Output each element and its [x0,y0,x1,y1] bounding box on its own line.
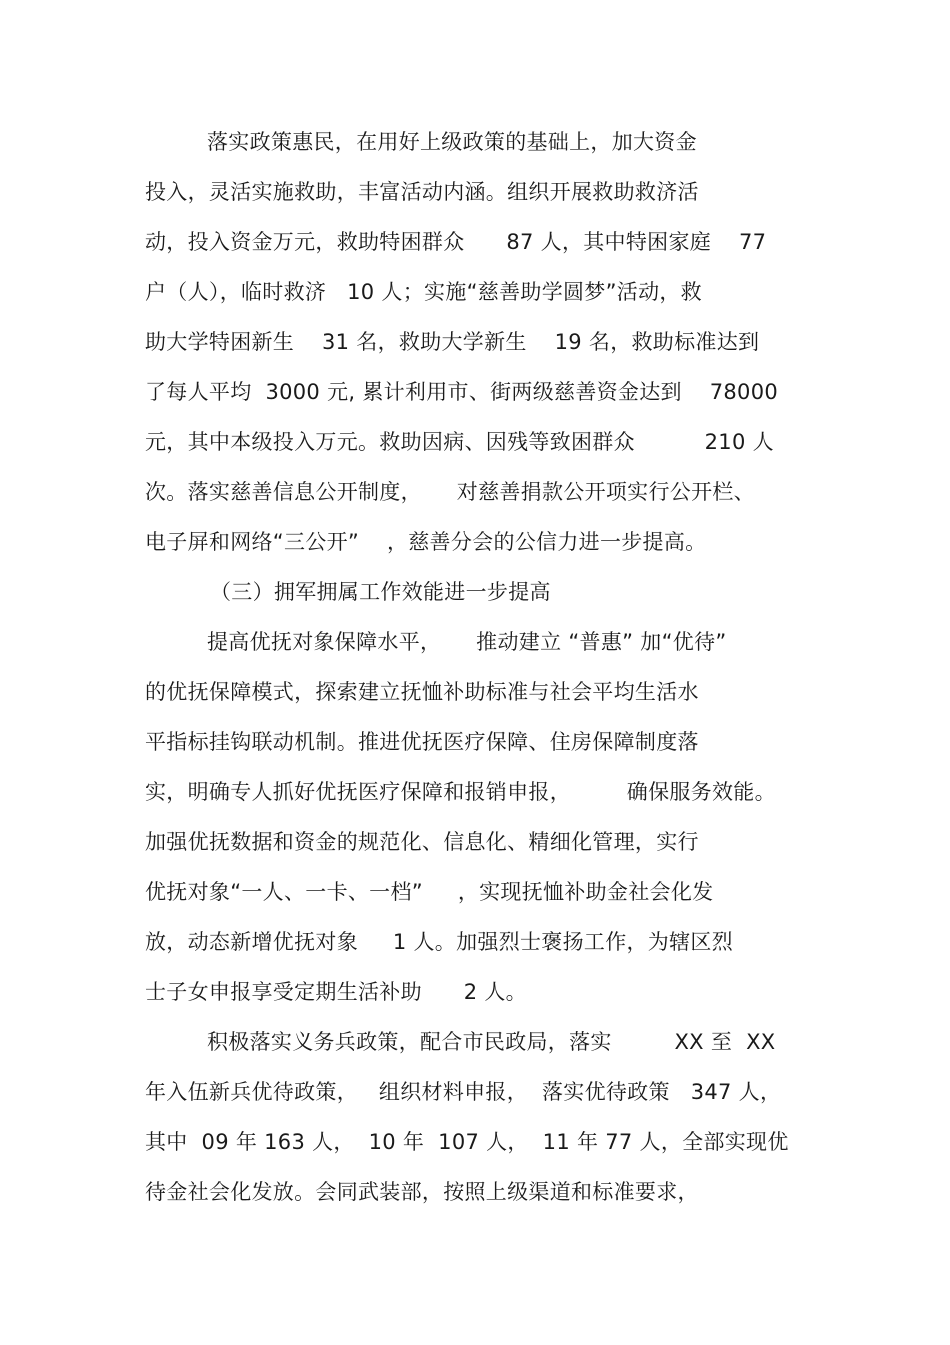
paragraph-line: 放，动态新增优抚对象 1 人。加强烈士褒扬工作，为辖区烈 [145,930,734,954]
section-heading: （三）拥军拥属工作效能进一步提高 [210,580,551,604]
paragraph-line: 实，明确专人抓好优抚医疗保障和报销申报， 确保服务效能。 [145,780,776,804]
paragraph-line: 待金社会化发放。会同武装部，按照上级渠道和标准要求， [145,1180,699,1204]
paragraph-line: 投入，灵活实施救助，丰富活动内涵。组织开展救助救济活 [145,180,699,204]
paragraph-line: 电子屏和网络“三公开” ，慈善分会的公信力进一步提高。 [145,530,707,554]
paragraph-line: 次。落实慈善信息公开制度， 对慈善捐款公开项实行公开栏、 [145,480,755,504]
paragraph-line: 其中 09 年 163 人， 10 年 107 人， 11 年 77 人，全部实现优 [145,1130,789,1154]
paragraph-line: 动，投入资金万元，救助特困群众 87 人，其中特困家庭 77 [145,230,767,254]
paragraph-line: 户（人），临时救济 10 人；实施“慈善助学圆梦”活动，救 [145,280,702,304]
paragraph-line: 助大学特困新生 31 名，救助大学新生 19 名，救助标准达到 [145,330,760,354]
paragraph-line: 平指标挂钩联动机制。推进优抚医疗保障、住房保障制度落 [145,730,699,754]
paragraph-line: 士子女申报享受定期生活补助 2 人。 [145,980,527,1004]
paragraph-line: 提高优抚对象保障水平， 推动建立 “普惠” 加“优待” [207,630,727,654]
paragraph-line: 的优抚保障模式，探索建立抚恤补助标准与社会平均生活水 [145,680,699,704]
paragraph-line: 元，其中本级投入万元。救助因病、因残等致困群众 210 人 [145,430,774,454]
paragraph-line: 了每人平均 3000 元, 累计利用市、街两级慈善资金达到 78000 [145,380,779,404]
paragraph-line: 落实政策惠民，在用好上级政策的基础上，加大资金 [207,130,697,154]
paragraph-line: 积极落实义务兵政策，配合市民政局，落实 XX 至 XX [207,1030,776,1054]
paragraph-line: 优抚对象“一人、一卡、一档” ，实现抚恤补助金社会化发 [145,880,714,904]
paragraph-line: 加强优抚数据和资金的规范化、信息化、精细化管理，实行 [145,830,699,854]
paragraph-line: 年入伍新兵优待政策， 组织材料申报， 落实优待政策 347 人， [145,1080,782,1104]
